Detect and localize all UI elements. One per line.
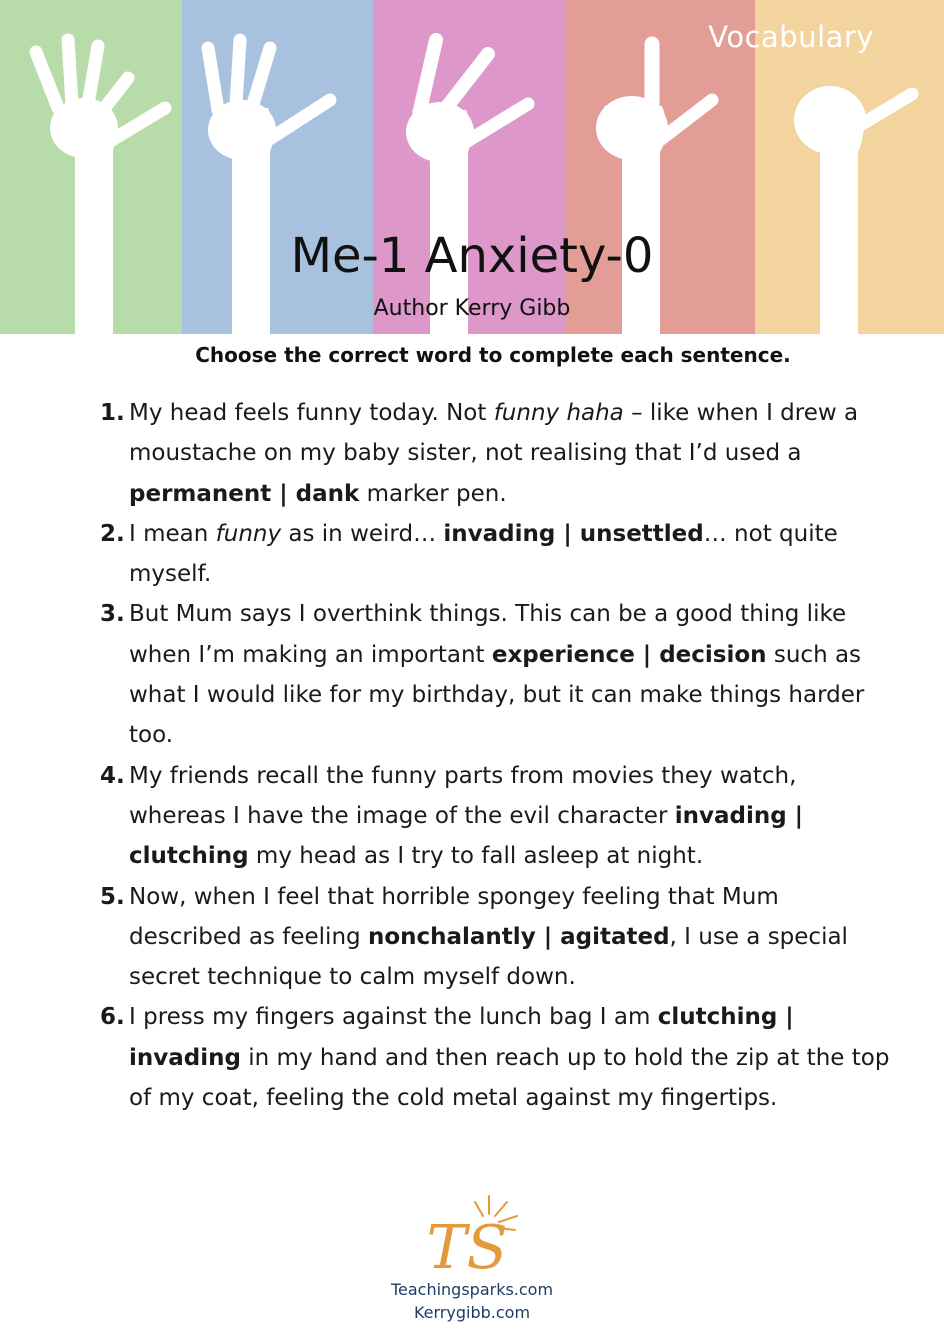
word-choice[interactable]: clutching | invading xyxy=(129,1004,794,1071)
sentence-text: in my hand and then reach up to hold the zip at the top of my coat, feeling the cold metal against my fingertips. xyxy=(129,1044,890,1112)
sentence-text: Now, when I feel that horrible spongey feeling that Mum described as feeling xyxy=(129,883,779,950)
sparkle-logo-icon xyxy=(417,1188,527,1278)
author-line: Author Kerry Gibb xyxy=(373,296,571,321)
footer xyxy=(0,1188,944,1324)
word-choice[interactable]: invading | unsettled xyxy=(443,520,704,547)
emphasis-text: funny haha xyxy=(493,400,624,426)
instruction-text: Choose the correct word to complete each sentence. xyxy=(195,343,791,367)
word-choice[interactable]: permanent | dank xyxy=(129,480,360,507)
sentence-text: My friends recall the funny parts from movies they watch, whereas I have the image of the evil character xyxy=(129,762,797,829)
sentence-text: my head as I try to fall asleep at night. xyxy=(248,843,704,870)
word-choice[interactable]: invading | clutching xyxy=(129,802,804,870)
sentence-text: I press my fingers against the lunch bag I am xyxy=(129,1004,658,1031)
question-number: 3. xyxy=(100,601,125,628)
question-item xyxy=(96,594,896,755)
question-number: 6. xyxy=(100,1004,125,1031)
question-item xyxy=(96,997,896,1118)
header-banner xyxy=(0,0,944,334)
question-number: 2. xyxy=(100,520,125,547)
sentence-text: I mean xyxy=(129,520,216,547)
question-number: 5. xyxy=(100,883,125,910)
question-item xyxy=(96,756,896,877)
sentence-text: But Mum says I overthink things. This can be a good thing like when I’m making an important xyxy=(129,601,847,668)
word-choice[interactable]: nonchalantly | agitated xyxy=(367,923,670,950)
question-item xyxy=(96,877,896,998)
sentence-text: My head feels funny today. Not xyxy=(129,400,494,426)
sentence-text: such as what I would like for my birthday, but it can make things harder too. xyxy=(129,641,865,749)
sentence-text: – like when I drew a moustache on my baby sister, not realising that I’d used a xyxy=(129,400,859,467)
category-tag: Vocabulary xyxy=(708,20,874,54)
sentence-text: , I use a special secret technique to calm myself down. xyxy=(129,923,848,991)
question-item xyxy=(96,514,896,595)
question-item xyxy=(96,393,896,514)
logo-text: TS xyxy=(426,1213,508,1278)
page-title: Me-1 Anxiety-0 xyxy=(290,228,654,284)
site-link-teachingsparks[interactable]: Teachingsparks.com xyxy=(390,1280,554,1299)
sentence-text: as in weird… xyxy=(281,520,444,547)
word-choice[interactable]: experience | decision xyxy=(491,641,767,668)
sentence-text: marker pen. xyxy=(359,480,507,507)
question-number: 4. xyxy=(100,762,125,789)
question-list xyxy=(96,393,896,1118)
sentence-text: … not quite myself. xyxy=(129,520,838,588)
site-link-kerrygibb[interactable]: Kerrygibb.com xyxy=(413,1303,531,1322)
question-number: 1. xyxy=(100,400,125,426)
emphasis-text: funny xyxy=(215,520,282,547)
